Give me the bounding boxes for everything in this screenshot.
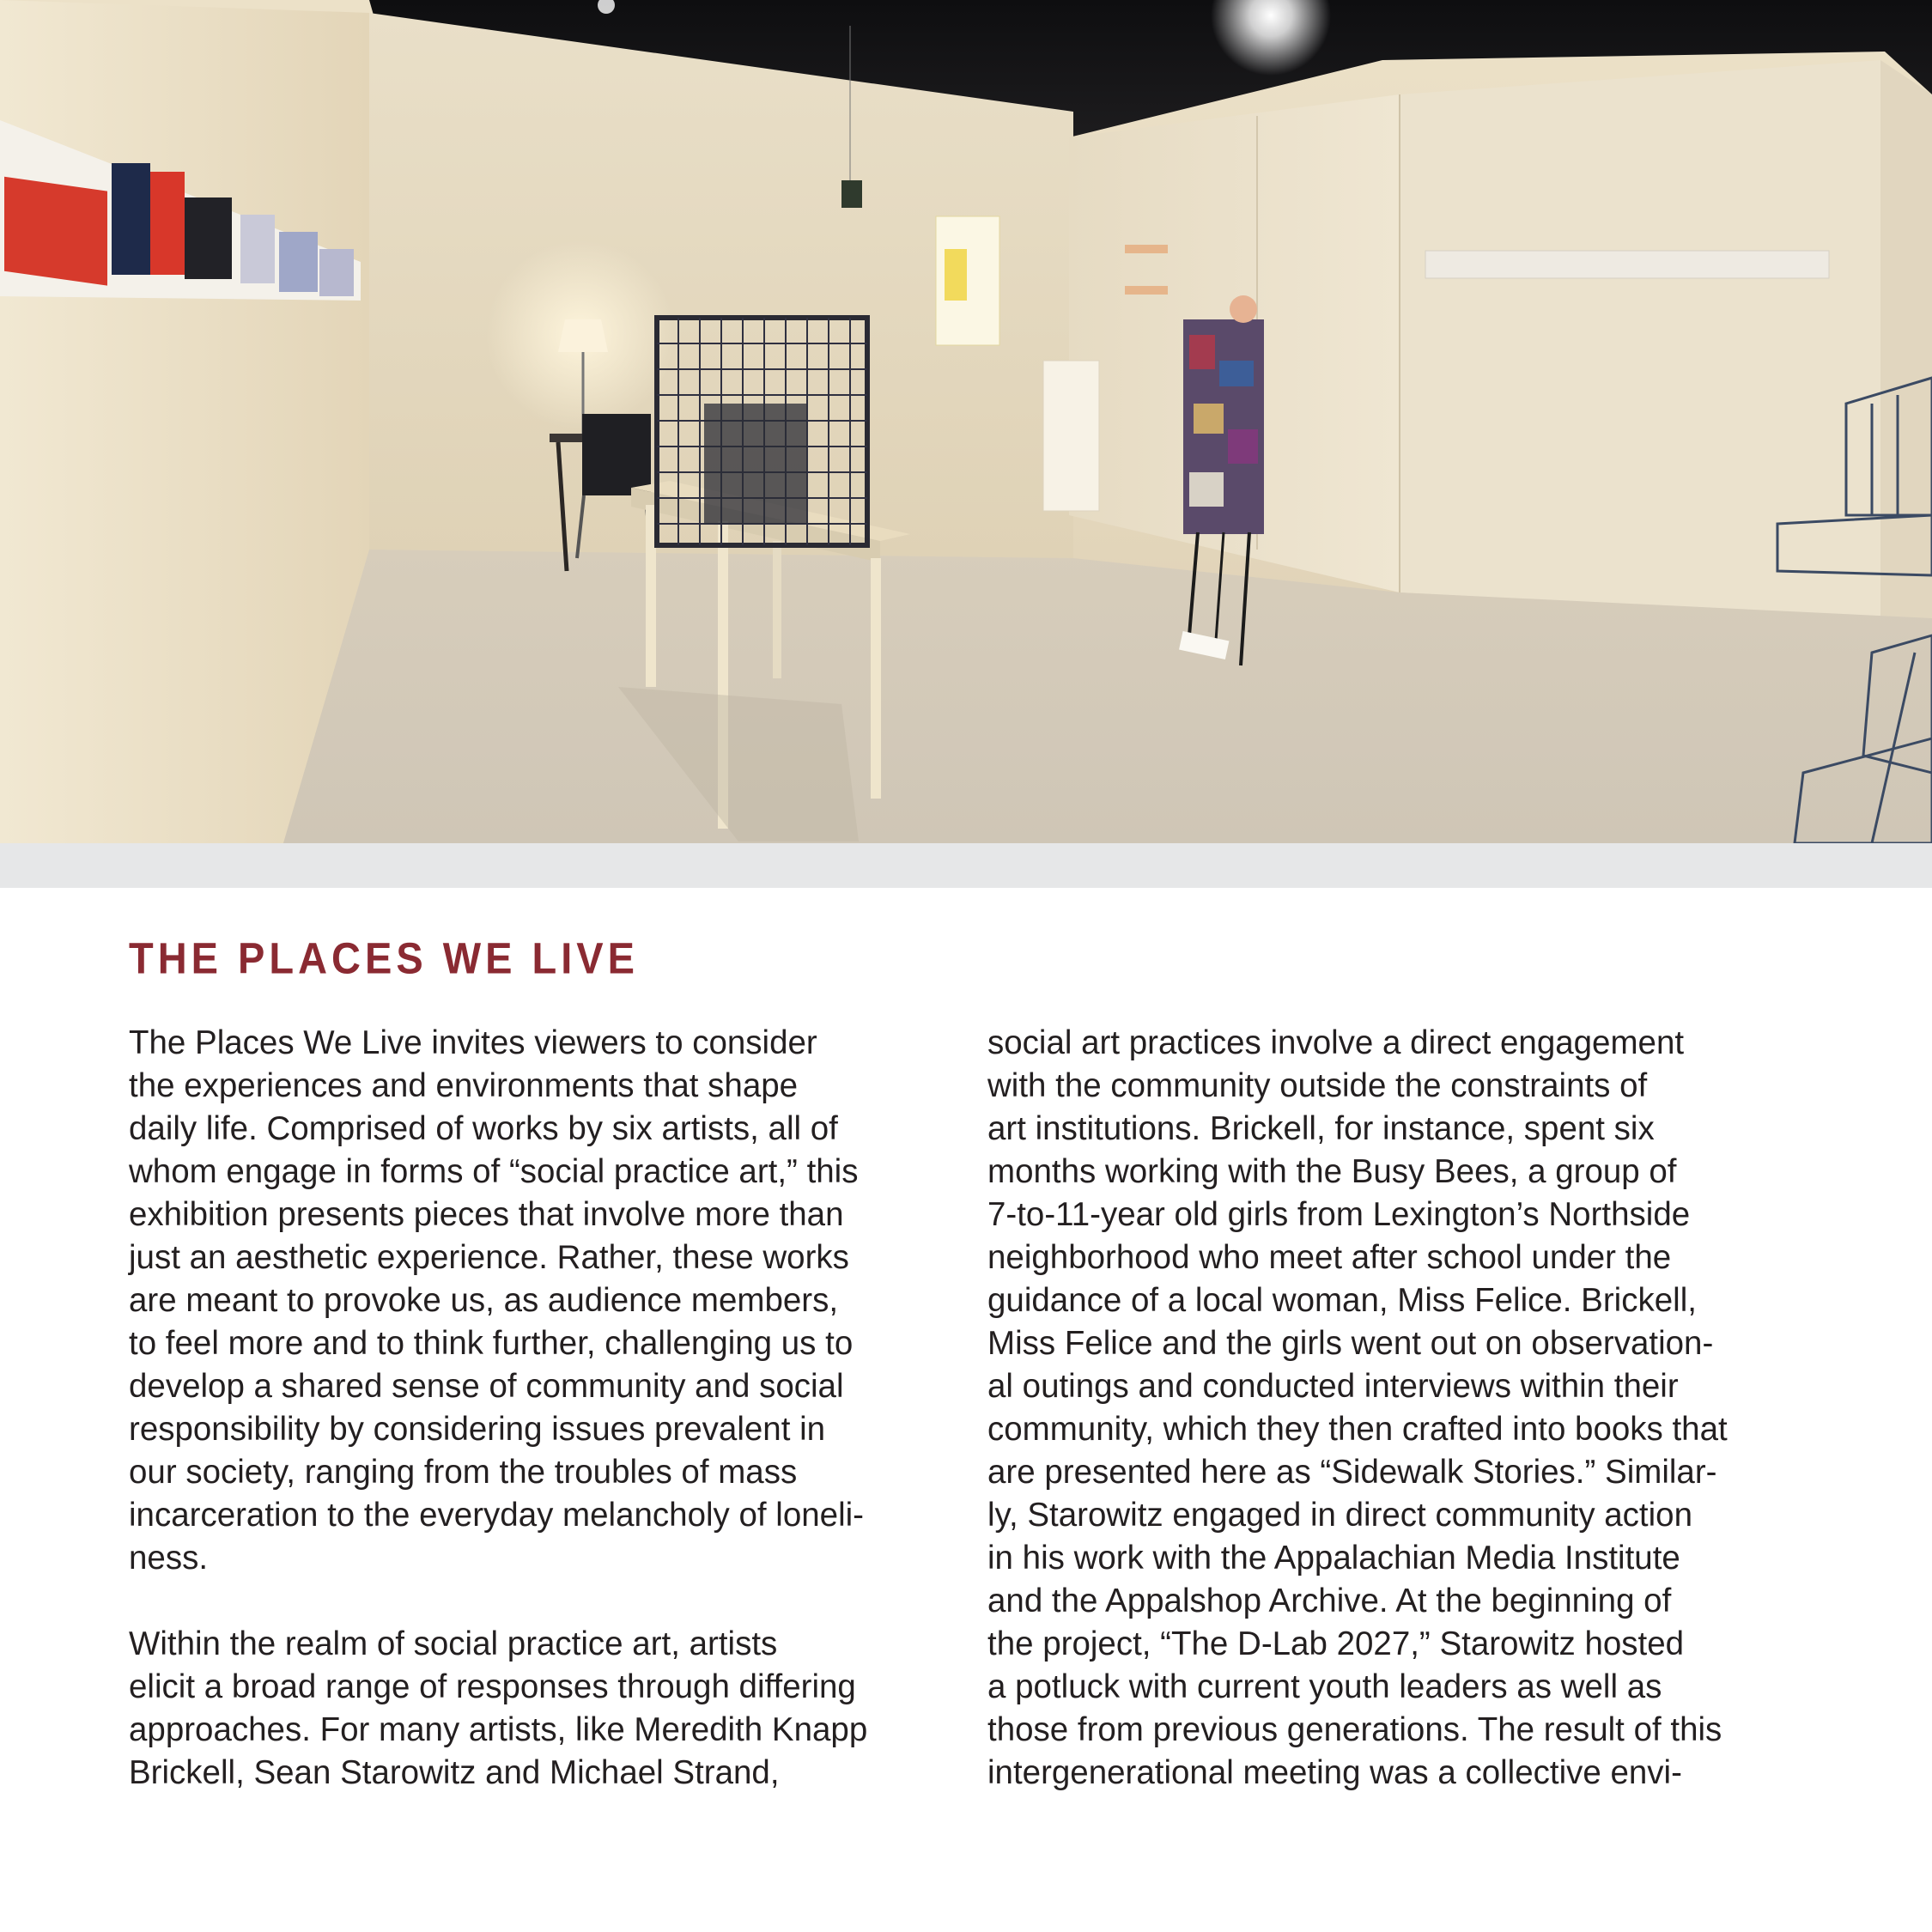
- text-line: al outings and conducted interviews within their: [987, 1368, 1679, 1405]
- text-line: Within the realm of social practice art, artists: [129, 1625, 778, 1662]
- photo-caption-band: [0, 843, 1932, 888]
- text-line: guidance of a local woman, Miss Felice. Brickell,: [987, 1282, 1697, 1319]
- text-line: approaches. For many artists, like Meredith Knapp: [129, 1711, 868, 1748]
- left-column: [129, 1022, 945, 1795]
- text-line: social art practices involve a direct engagement: [987, 1024, 1685, 1061]
- left-wall: [0, 0, 369, 843]
- chair: [582, 414, 651, 495]
- gallery-photo-illustration: [0, 0, 1932, 843]
- text-line: whom engage in forms of “social practice art,” this: [129, 1153, 859, 1190]
- text-line: Miss Felice and the girls went out on observation-: [987, 1325, 1714, 1362]
- text-line: are meant to provoke us, as audience members,: [129, 1282, 839, 1319]
- pedestal: [1043, 361, 1099, 511]
- text-line: the project, “The D-Lab 2027,” Starowitz hosted: [987, 1625, 1685, 1662]
- text-line: ly, Starowitz engaged in direct community action: [987, 1497, 1693, 1534]
- right-wall-corner: [1880, 60, 1932, 618]
- text-line: responsibility by considering issues prevalent in: [129, 1411, 826, 1448]
- text-line: community, which they then crafted into books that: [987, 1411, 1728, 1448]
- article-title: THE PLACES WE LIVE: [129, 933, 639, 983]
- hanging-frame: [841, 180, 862, 208]
- text-line: with the community outside the constraints of: [987, 1067, 1648, 1104]
- text-line: those from previous generations. The result of this: [987, 1711, 1722, 1748]
- right-wall-far: [1400, 60, 1880, 618]
- paragraph-gap: [129, 1580, 945, 1623]
- text-line: 7-to-11-year old girls from Lexington’s Northside: [987, 1196, 1691, 1233]
- right-column: [987, 1022, 1829, 1795]
- text-line: ness.: [129, 1540, 209, 1577]
- text-line: art institutions. Brickell, for instance, spent six: [987, 1110, 1655, 1147]
- text-line: months working with the Busy Bees, a group of: [987, 1153, 1677, 1190]
- text-line: in his work with the Appalachian Media Institute: [987, 1540, 1680, 1577]
- text-line: our society, ranging from the troubles of mass: [129, 1454, 798, 1491]
- wall-strip-right: [1425, 251, 1829, 278]
- text-line: exhibition presents pieces that involve more than: [129, 1196, 844, 1233]
- paragraph-social-practice: [129, 1623, 945, 1795]
- text-line: incarceration to the everyday melancholy of loneli-: [129, 1497, 865, 1534]
- text-line: daily life. Comprised of works by six artists, all of: [129, 1110, 838, 1147]
- gallery-photo: [0, 0, 1932, 843]
- text-line: elicit a broad range of responses through differing: [129, 1668, 856, 1705]
- text-line: Brickell, Sean Starowitz and Michael Strand,: [129, 1754, 780, 1791]
- text-line: the experiences and environments that shape: [129, 1067, 799, 1104]
- text-line: neighborhood who meet after school under the: [987, 1239, 1672, 1276]
- text-line: and the Appalshop Archive. At the beginning of: [987, 1583, 1672, 1619]
- text-line: are presented here as “Sidewalk Stories.” Similar-: [987, 1454, 1717, 1491]
- text-line: a potluck with current youth leaders as well as: [987, 1668, 1662, 1705]
- text-line: The Places We Live invites viewers to consider: [129, 1024, 817, 1061]
- text-line: just an aesthetic experience. Rather, these works: [129, 1239, 849, 1276]
- floor-lamp: [558, 319, 608, 352]
- text-line: intergenerational meeting was a collective envi-: [987, 1754, 1682, 1791]
- paragraph-intro: [129, 1022, 945, 1580]
- text-line: develop a shared sense of community and social: [129, 1368, 844, 1405]
- paragraph-continued: [987, 1022, 1829, 1795]
- text-line: to feel more and to think further, challenging us to: [129, 1325, 854, 1362]
